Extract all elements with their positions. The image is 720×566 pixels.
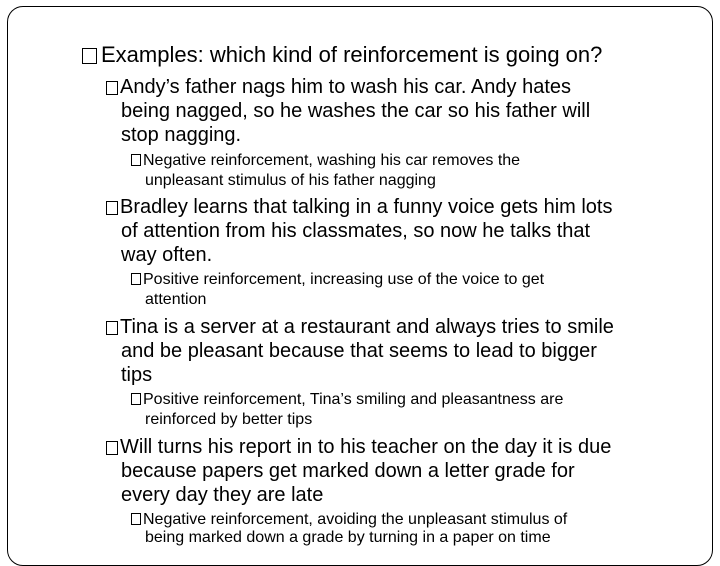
bullet-box-icon <box>106 441 118 455</box>
example-1-answer-line-2: unpleasant stimulus of his father nagging <box>145 172 436 189</box>
bullet-box-icon <box>106 81 118 95</box>
example-4-line-1: Will turns his report in to his teacher on the day it is due <box>106 436 611 459</box>
example-3-line-2: and be pleasant because that seems to lead to bigger <box>121 340 597 362</box>
example-4-answer-line-2: being marked down a grade by turning in a paper on time <box>145 529 551 546</box>
example-3-answer-line-1: Positive reinforcement, Tina’s smiling and pleasantness are <box>131 391 563 409</box>
bullet-box-icon <box>82 48 97 64</box>
example-1-line-3: stop nagging. <box>121 124 242 146</box>
bullet-box-icon <box>131 273 141 285</box>
example-1-line-2: being nagged, so he washes the car so his father will <box>121 100 591 122</box>
example-1-line-1: Andy’s father nags him to wash his car. Andy hates <box>106 76 571 99</box>
example-3-line-3: tips <box>121 364 153 386</box>
bullet-box-icon <box>131 513 141 525</box>
example-2-line-1: Bradley learns that talking in a funny voice gets him lots <box>106 196 612 219</box>
bullet-box-icon <box>131 154 141 166</box>
bullet-box-icon <box>131 393 141 405</box>
example-3-answer-line-2: reinforced by better tips <box>145 411 313 428</box>
example-3-line-1: Tina is a server at a restaurant and always tries to smile <box>106 316 614 339</box>
example-1-answer-line-1: Negative reinforcement, washing his car removes the <box>131 152 520 170</box>
example-2-line-2: of attention from his classmates, so now he talks that <box>121 220 591 242</box>
example-2-answer-line-1: Positive reinforcement, increasing use of the voice to get <box>131 271 544 289</box>
slide-heading: Examples: which kind of reinforcement is going on? <box>82 42 602 68</box>
example-2-line-3: way often. <box>121 244 213 266</box>
bullet-box-icon <box>106 321 118 335</box>
bullet-box-icon <box>106 201 118 215</box>
example-2-answer-line-2: attention <box>145 291 207 308</box>
example-4-answer-line-1: Negative reinforcement, avoiding the unpleasant stimulus of <box>131 511 567 529</box>
example-4-line-3: every day they are late <box>121 484 324 506</box>
example-4-line-2: because papers get marked down a letter grade for <box>121 460 575 482</box>
